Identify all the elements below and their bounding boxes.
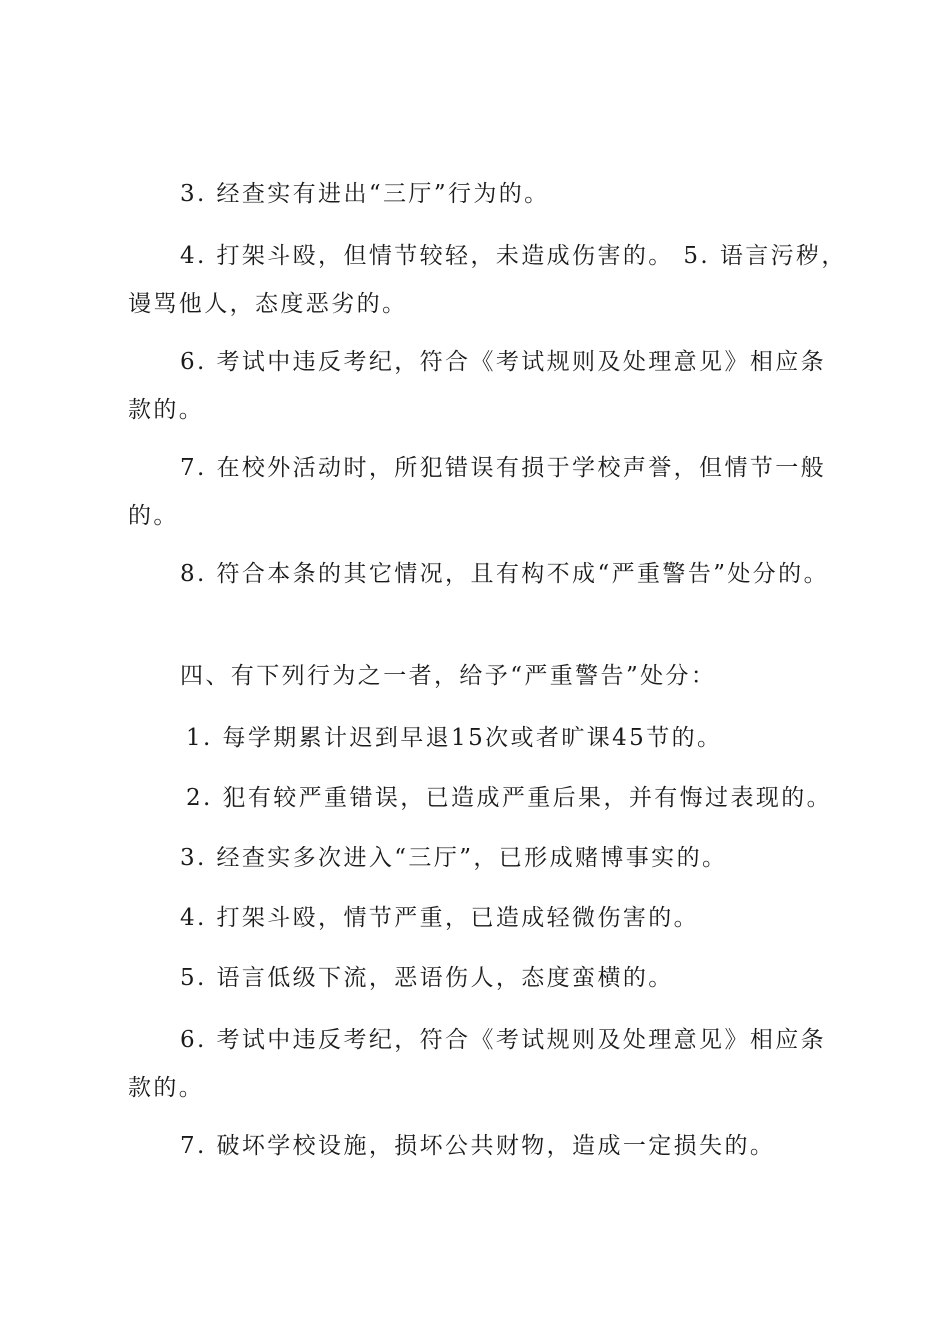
list-item: 5. 语言低级下流，恶语伤人，态度蛮横的。 [180,965,674,991]
paragraph-item-8: 8. 符合本条的其它情况，且有构不成“严重警告”处分的。 [180,561,829,587]
list-item: 7. 破坏学校设施，损坏公共财物，造成一定损失的。 [180,1133,776,1159]
paragraph-item-4-5: 4. 打架斗殴，但情节较轻，未造成伤害的。 5. 语言污秽，谩骂他人，态度恶劣的。 [128,243,847,317]
paragraph-item-7: 7. 在校外活动时，所犯错误有损于学校声誉，但情节一般的。 [128,455,827,529]
paragraph-item-3: 3. 经查实有进出“三厅”行为的。 [180,181,550,207]
paragraph-item-6: 6. 考试中违反考纪，符合《考试规则及处理意见》相应条款的。 [128,349,827,423]
list-item: 6. 考试中违反考纪，符合《考试规则及处理意见》相应条款的。 [128,1027,827,1101]
list-item: 1. 每学期累计迟到早退15次或者旷课45节的。 [186,725,723,751]
list-item: 2. 犯有较严重错误，已造成严重后果，并有悔过表现的。 [186,785,833,811]
section-heading: 四、有下列行为之一者，给予“严重警告”处分： [180,663,717,689]
list-item: 3. 经查实多次进入“三厅”，已形成赌博事实的。 [180,845,728,871]
list-item: 4. 打架斗殴，情节严重，已造成轻微伤害的。 [180,905,700,931]
